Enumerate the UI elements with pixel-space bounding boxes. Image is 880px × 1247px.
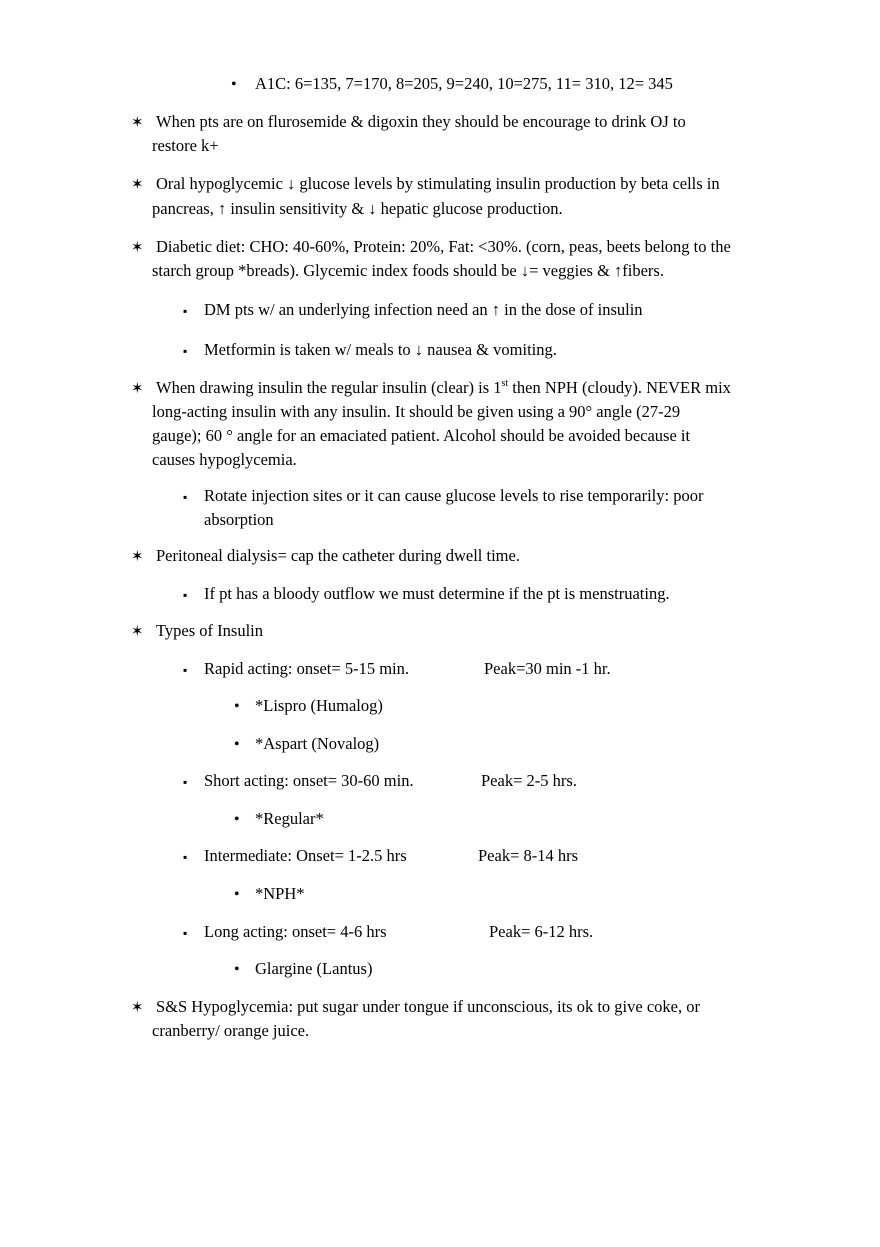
types-of-insulin-heading: Types of Insulin <box>156 621 264 640</box>
star-bullet: ✶ <box>131 549 144 565</box>
hypoglycemia-line-1: S&S Hypoglycemia: put sugar under tongue if unconscious, its ok to give coke, or <box>156 997 700 1016</box>
drawing-line-1-end: then NPH (cloudy). NEVER mix <box>508 378 731 397</box>
drawing-line-2: long-acting insulin with any insulin. It should be given using a 90° angle (27-29 <box>152 402 681 421</box>
dot-bullet: • <box>234 886 240 903</box>
aspart-line: *Aspart (Novalog) <box>255 734 380 753</box>
square-bullet: ▪ <box>183 344 188 358</box>
square-bullet: ▪ <box>183 588 188 602</box>
oral-hypo-line-2: pancreas, ↑ insulin sensitivity & ↓ hepatic glucose production. <box>152 199 563 218</box>
oral-hypo-line-1: Oral hypoglycemic ↓ glucose levels by stimulating insulin production by beta cells in <box>156 174 720 193</box>
drawing-line-1 <box>156 376 731 400</box>
star-bullet: ✶ <box>131 381 144 397</box>
regular-line: *Regular* <box>255 809 324 828</box>
hypoglycemia-line-2: cranberry/ orange juice. <box>152 1021 310 1040</box>
star-bullet: ✶ <box>131 177 144 193</box>
metformin-line: Metformin is taken w/ meals to ↓ nausea & vomiting. <box>204 340 557 359</box>
dm-infection-line: DM pts w/ an underlying infection need an ↑ in the dose of insulin <box>204 300 643 319</box>
rotate-line-1: Rotate injection sites or it can cause glucose levels to rise temporarily: poor <box>204 486 704 505</box>
bloody-outflow-line: If pt has a bloody outflow we must determine if the pt is menstruating. <box>204 584 670 603</box>
dot-bullet: • <box>234 736 240 753</box>
rapid-acting-onset: Rapid acting: onset= 5-15 min. <box>204 659 409 678</box>
rapid-acting-peak: Peak=30 min -1 hr. <box>484 659 611 678</box>
intermediate-peak: Peak= 8-14 hrs <box>478 846 579 865</box>
square-bullet: ▪ <box>183 850 188 864</box>
dot-bullet: • <box>234 698 240 715</box>
star-bullet: ✶ <box>131 115 144 131</box>
star-bullet: ✶ <box>131 624 144 640</box>
square-bullet: ▪ <box>183 304 188 318</box>
short-acting-peak: Peak= 2-5 hrs. <box>481 771 577 790</box>
diet-line-2: starch group *breads). Glycemic index foods should be ↓= veggies & ↑fibers. <box>152 261 664 280</box>
superscript: st <box>501 377 509 389</box>
drawing-line-1-text: When drawing insulin the regular insulin (clear) is 1 <box>156 378 502 397</box>
intermediate-onset: Intermediate: Onset= 1-2.5 hrs <box>204 846 407 865</box>
long-acting-peak: Peak= 6-12 hrs. <box>489 922 594 941</box>
star-bullet: ✶ <box>131 1000 144 1016</box>
drawing-line-3: gauge); 60 ° angle for an emaciated patient. Alcohol should be avoided because it <box>152 426 691 445</box>
square-bullet: ▪ <box>183 926 188 940</box>
dot-bullet: • <box>234 811 240 828</box>
glargine-line: Glargine (Lantus) <box>255 959 373 978</box>
rotate-line-2: absorption <box>204 510 274 529</box>
square-bullet: ▪ <box>183 490 188 504</box>
dot-bullet: • <box>231 76 237 93</box>
flurosemide-line-1: When pts are on flurosemide & digoxin they should be encourage to drink OJ to <box>156 112 686 131</box>
lispro-line: *Lispro (Humalog) <box>255 696 383 715</box>
diet-line-1: Diabetic diet: CHO: 40-60%, Protein: 20%, Fat: <30%. (corn, peas, beets belong to the <box>156 237 731 256</box>
a1c-line: A1C: 6=135, 7=170, 8=205, 9=240, 10=275, 11= 310, 12= 345 <box>255 74 673 93</box>
peritoneal-line: Peritoneal dialysis= cap the catheter during dwell time. <box>156 546 520 565</box>
square-bullet: ▪ <box>183 663 188 677</box>
long-acting-onset: Long acting: onset= 4-6 hrs <box>204 922 387 941</box>
square-bullet: ▪ <box>183 775 188 789</box>
short-acting-onset: Short acting: onset= 30-60 min. <box>204 771 414 790</box>
dot-bullet: • <box>234 961 240 978</box>
star-bullet: ✶ <box>131 240 144 256</box>
nph-line: *NPH* <box>255 884 305 903</box>
drawing-line-4: causes hypoglycemia. <box>152 450 297 469</box>
flurosemide-line-2: restore k+ <box>152 136 219 155</box>
